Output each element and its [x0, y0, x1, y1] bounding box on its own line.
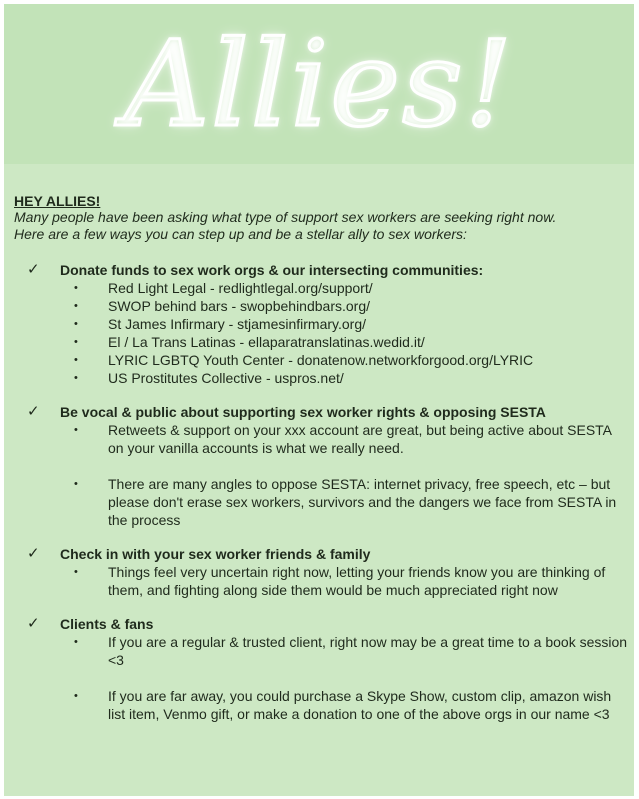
bullet-icon: • — [74, 690, 78, 702]
list-item-text: Things feel very uncertain right now, letting your friends know you are thinking of them, and fighting along side them would be much appreciated right now — [108, 564, 606, 598]
bullet-icon: • — [74, 300, 78, 312]
intro-block — [14, 193, 629, 243]
bullet-icon: • — [74, 336, 78, 348]
list-item — [14, 279, 629, 297]
list-item — [14, 421, 629, 457]
section-vocal — [14, 403, 629, 529]
banner — [4, 4, 634, 164]
list-item-text: If you are a regular & trusted client, right now may be a great time to a book session <3 — [108, 634, 628, 668]
item-list — [14, 279, 629, 387]
list-item-text: Red Light Legal - redlightlegal.org/support/ — [108, 280, 373, 296]
section-title — [14, 615, 629, 633]
bullet-icon: • — [74, 354, 78, 366]
checkmark-icon: ✓ — [27, 615, 40, 632]
list-item — [14, 351, 629, 369]
section-clients — [14, 615, 629, 723]
list-item — [14, 563, 629, 599]
section-title-text: Clients & fans — [60, 616, 154, 632]
bullet-icon: • — [74, 478, 78, 490]
section-check-in — [14, 545, 629, 599]
checkmark-icon: ✓ — [27, 545, 40, 562]
section-donate — [14, 261, 629, 387]
checkmark-icon: ✓ — [27, 261, 40, 278]
item-list — [14, 563, 629, 599]
flyer — [4, 4, 634, 796]
intro-line-1: Many people have been asking what type of support sex workers are seeking right now. — [14, 209, 557, 225]
list-item — [14, 297, 629, 315]
bullet-icon: • — [74, 318, 78, 330]
banner-title: Allies! — [123, 15, 515, 153]
list-item — [14, 369, 629, 387]
list-item-text: St James Infirmary - stjamesinfirmary.org/ — [108, 316, 367, 332]
bullet-icon: • — [74, 566, 78, 578]
checkmark-icon: ✓ — [27, 403, 40, 420]
intro-line-2: Here are a few ways you can step up and be a stellar ally to sex workers: — [14, 226, 467, 242]
list-item — [14, 633, 629, 669]
flyer-content — [14, 193, 629, 723]
list-item-text: Retweets & support on your xxx account are great, but being active about SESTA on your vanilla accounts is what we really need. — [108, 422, 612, 456]
bullet-icon: • — [74, 282, 78, 294]
list-item — [14, 475, 629, 529]
list-item-text: US Prostitutes Collective - uspros.net/ — [108, 370, 344, 386]
section-title — [14, 403, 629, 421]
bullet-icon: • — [74, 372, 78, 384]
section-title-text: Be vocal & public about supporting sex worker rights & opposing SESTA — [60, 404, 546, 420]
item-list — [14, 421, 629, 529]
list-item — [14, 687, 629, 723]
bullet-icon: • — [74, 424, 78, 436]
list-item-text: If you are far away, you could purchase a Skype Show, custom clip, amazon wish list item, Venmo gift, or make a donation to one of the above orgs in our name <3 — [108, 688, 612, 722]
list-item-text: LYRIC LGBTQ Youth Center - donatenow.networkforgood.org/LYRIC — [108, 352, 534, 368]
section-title-text: Check in with your sex worker friends & family — [60, 546, 371, 562]
item-list — [14, 633, 629, 723]
list-item-text: There are many angles to oppose SESTA: internet privacy, free speech, etc – but please don't erase sex workers, survivors and the dangers we face from SESTA in the process — [108, 476, 617, 528]
list-item — [14, 333, 629, 351]
bullet-icon: • — [74, 636, 78, 648]
section-title — [14, 545, 629, 563]
section-title-text: Donate funds to sex work orgs & our intersecting communities: — [60, 262, 484, 278]
section-title — [14, 261, 629, 279]
list-item-text: El / La Trans Latinas - ellaparatranslatinas.wedid.it/ — [108, 334, 425, 350]
heading: HEY ALLIES! — [14, 193, 101, 209]
list-item — [14, 315, 629, 333]
list-item-text: SWOP behind bars - swopbehindbars.org/ — [108, 298, 370, 314]
